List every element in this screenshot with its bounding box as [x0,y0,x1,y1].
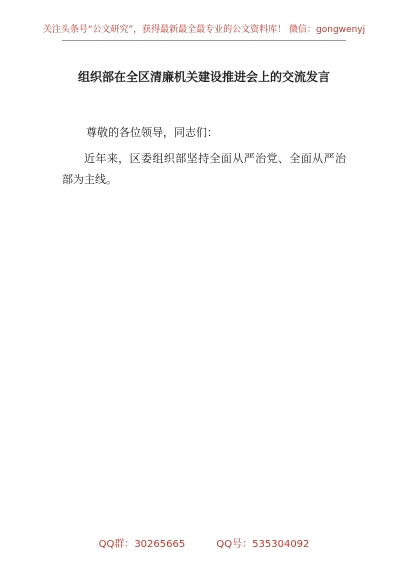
footer-contact [0,535,408,550]
body-paragraph: 近年来，区委组织部坚持全面从严治党、全面从严治部为主线。 [62,152,346,186]
header-promo-note: 关注头条号“公文研究”，获得最新最全最专业的公文资料库！ 微信：gongwenyj [42,25,366,35]
footer-qq-number: QQ号：535304092 [216,539,310,550]
document-title: 组织部在全区清廉机关建设推进会上的交流发言 [77,70,330,84]
footer-qq-group: QQ群：30265665 [98,539,186,550]
salutation: 尊敬的各位领导，同志们： [86,126,218,139]
header-divider [62,40,346,41]
